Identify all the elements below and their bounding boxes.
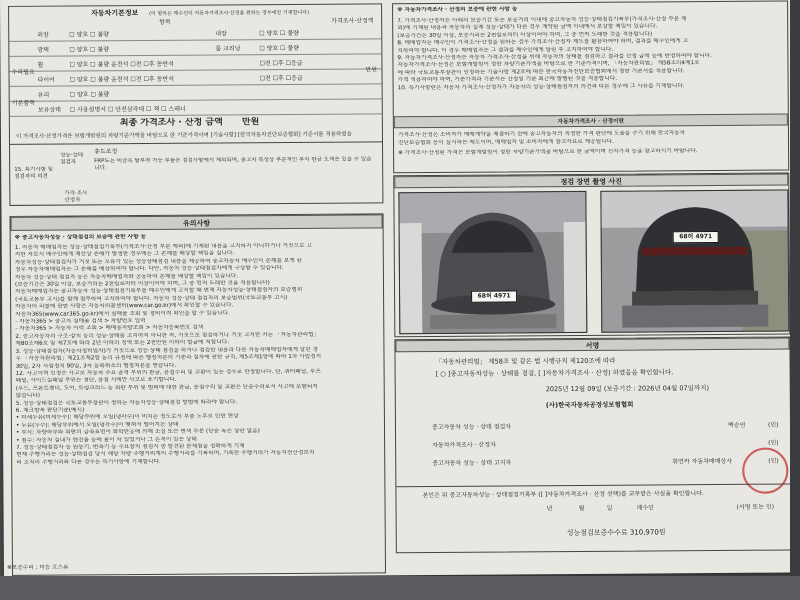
final-price-label: 최종 가격조사 · 산정 금액 — [119, 117, 223, 129]
notice-line: 자동차의 리콜에 관한 사항은 자동차리콜센터(www.car.go.kr)에서 확인할 수 있습니다. — [15, 302, 234, 311]
org-name: (사)한국자동차공정성보험협회 — [545, 400, 634, 410]
notice-header — [11, 214, 383, 231]
row3-name: 휘연카 자동차매매상사 — [672, 457, 733, 466]
row-label: 외장 — [37, 31, 49, 39]
condition-grid — [9, 24, 382, 117]
price-guarantee-lines — [397, 16, 786, 93]
row-label: 휠 — [37, 61, 44, 69]
notice-line: (보증기간은 30일 이상, 보증거리는 2천킬로미터 이상이어야 하며, 그 중 먼저 도래한 것을 적용합니다) — [14, 280, 270, 288]
year-label: 년 — [546, 505, 553, 513]
vehicle-info-box — [8, 3, 383, 206]
front-plate: 68허 4971 — [471, 290, 517, 302]
notice-line: 가격 적용하여야 하며, 기준가격과 기준서는 산정일 기준 최근에 발행된 것을 적용합니다. — [397, 75, 618, 84]
notice-footer: ※보증수리 : 미등 호스류 — [6, 564, 69, 571]
col-price: 가격조사·산정액 — [331, 17, 374, 25]
row3-label: 중고자동차 성능 · 상태 고지자 — [432, 459, 512, 467]
notice-line: 5. 성능·상태점검은 국토교통부장관이 정하는 자동차성능·상태점검 방법에 따라야 합니다. — [15, 398, 238, 407]
price-guarantee-box — [392, 0, 789, 173]
notice-line: 경우 자동차매매업자는 그 손해를 배상하여야 합니다. 다만, 자동차 성능·상태점검자에게 구상할 수 있습니다. — [14, 265, 284, 274]
rear-photo — [600, 190, 789, 333]
notice-line: • 침수: 자동차 실내가 엔진룸 등에 물이 차 있었거나 그 흔적이 있는 상태 — [16, 436, 197, 444]
row-options-right[interactable]: ☐전 ☐후 ☐응급 — [259, 59, 303, 68]
basic-items-label: 기본품목 — [11, 99, 35, 107]
notice-line: 에 따라 국토교통부장관이 인정하는 기술사항 제2호에 따른 한국자동차진단보증협회에서 정한 기준서를 적용합니다. — [397, 68, 685, 77]
row1-label: 중고자동차 성능 · 상태 점검자 — [431, 423, 512, 431]
row-options-right[interactable]: ☐ 양호 ☐ 불량 — [259, 44, 300, 53]
row-options[interactable]: ☐ 양호 ☐ 불량 운전석 ☐전 ☐후 동반석 — [69, 75, 175, 84]
month-label: 월 — [578, 504, 585, 512]
photo-box — [393, 172, 790, 337]
sub-header — [394, 114, 788, 129]
row-label: 타이어 — [37, 76, 55, 84]
notice-line: 지하여야 합니다. 이 경우 매매업자는 그 결과를 매수인에게 알린 후 고지하여야 합니다. — [397, 46, 614, 54]
notice-line: • 미세누유(미세누수): 해당부위에 오일(냉각수)이 비치는 정도로서 부품 노후로 인한 현상 — [15, 413, 239, 422]
notice-box — [6, 213, 387, 576]
vehicle-info-title: 자동차기본정보 — [91, 9, 139, 18]
front-photo — [398, 191, 587, 334]
receipt-divider — [396, 483, 790, 487]
special-notes-label: 15. 특기사항 및 점검자의 의견 — [14, 166, 54, 180]
perf-inspector-label: 성능·상태 점검자 — [60, 152, 84, 166]
row1-name: 백승연 — [727, 421, 746, 429]
receipt-text: 본인은 위 중고자동차성능 · 상태점검기록부 ([ ]자동차가격조사 · 산정 선택)를 교부받은 사실을 확인합니다. — [422, 490, 704, 500]
company-seal — [742, 448, 788, 494]
notice-line: (보증기간은 30일 이상, 보증거리는 2천킬로미터 이상이어야 하며, 그 중 먼저 도래한 것을 적용합니다) — [397, 31, 653, 40]
notice-heading: ※ 중고자동차성능 · 상태점검의 보증에 관한 사항 등 — [14, 233, 147, 241]
photo-title: 점검 장면 촬영 사진 — [560, 177, 623, 187]
row2-seal: (인) — [768, 439, 779, 447]
notice-line: 2. 중고자동차의 구조·장치 등의 성능·상태를 고지하지 아니한 자, 거짓으로 점검하거나 거짓 고지한 자는 「자동차관리법」 — [15, 331, 320, 340]
buyer-sign: (서명 또는 인) — [736, 503, 775, 511]
notice-line: 않습니다) — [15, 392, 40, 400]
notice-line: 7. 성능·상태점검자 등 원동기, 변속기 등 주요장치 점검시 중 발견된 문제점을 정확하게 기재 — [16, 443, 245, 451]
notice-line: 3. 성능·상태점검자(자동차정비업자)가 거짓으로 성능·상태 점검을 하거나 점검한 내용과 다른 자동차매매업자에게 알린 경 — [15, 346, 319, 355]
sub-title: 자동차가격조사 · 산정이란 — [557, 118, 625, 126]
signature-box — [394, 336, 791, 553]
condition-row — [10, 99, 382, 117]
unit-label: 만원 — [365, 66, 378, 74]
notice-lines — [15, 242, 383, 467]
confirm-text: [ ○ ]중고자동차성능 · 상태를 점검, [ ]자동차가격조사 · 산정) 하였음을 확인합니다. — [435, 368, 674, 378]
row-options[interactable]: ☐ 양호 ☐ 불량 — [69, 91, 110, 99]
notice-line: (국토교통부 고시)를 함께 첨부하여 고지하여야 합니다. 자동차 성능·상태 점검자의 보증범위(국토교통부 고시) — [15, 294, 288, 303]
row-options[interactable]: ☐ 양호 ☐ 불량 — [69, 46, 110, 54]
photo-header — [394, 174, 788, 189]
date-text: 2025년 12월 09일 (보증기간 : 2026년 04월 07일까지) — [545, 384, 710, 394]
signature-title: 서명 — [585, 341, 600, 350]
notice-line: 30일, 2차 사업정지 90일, 3차 등록취소의 행정처분을 받습니다. — [15, 362, 177, 370]
notice-line: 7. 가격조사·산정자는 아래의 보증기간 또는 보증거리 이내에 중고자동차 성능·상태점검기록부(가격조사·산정 부분 제 — [397, 16, 687, 25]
law-text: 「자동차관리법」 제58조 및 같은 법 시행규칙 제120조에 따라 — [435, 356, 616, 366]
vehicle-info-subtitle: (이 항목은 매수인이 자동차가격조사·산정을 원하는 경우에만 기재합니다) — [149, 9, 310, 17]
notice-title: 유의사항 — [183, 219, 211, 228]
price-assessor-label: 가격·조사 산정자 — [64, 190, 88, 204]
row-label: 유리 — [37, 91, 50, 99]
notice-line: 제80조제6호 및 제7호에 따라 2년 이하의 징역 또는 2천만원 이하의 벌금에 처합니다. — [15, 339, 230, 348]
notice-line: - 자동차365 > 중고차 실매물 검색 > 차량번호 입력 — [15, 318, 146, 325]
row-options[interactable]: ☐ 사용설명서 ☐ 안전삼각대 ☐ 잭 ☐ 스패너 — [69, 105, 186, 114]
notice-line: 10. 특기사항란은 자동차 가격조사·산정자가 자동차의 성능·상태점검자의 의견과 다른 경우에 그 사유를 기재합니다. — [397, 82, 685, 91]
notice-line: 6. 체크항목 판단기준(예시) — [15, 407, 85, 414]
left-column — [6, 0, 392, 571]
col-item: 항목 — [159, 18, 171, 26]
row-label-right: 룸 크리닝 — [215, 45, 241, 53]
notice-line: 우 「자동차관리법」제21조제2항 등의 규정에 따른 행정처분의 기준과 절차에 관한 규칙, 제5조제1항에 따라 1차 사업정지 — [15, 353, 322, 362]
row-label: 보유상태 — [37, 106, 61, 114]
notice-line: 9. 자동차가격조사·산정자는 자동차 가격조사·산정을 위해 자동차의 상태를 점검하고 결과를 산정 금액 등에 반영하여야 합니다. — [397, 53, 712, 62]
notice-line: 자동차성능·상태점검자가 거짓 또는 오류가 있는 성능상태점검 내용을 제공하여 중고자동차 매수인이 손해를 보게 된 — [14, 257, 303, 266]
repair-needed-label: 수리필요 — [11, 68, 35, 76]
row3-seal: (인) — [768, 457, 779, 465]
rear-plate: 68허 4971 — [673, 231, 719, 243]
notice-line: • 누유(누수): 해당부위에서 오일(냉각수)이 맺혀서 떨어지는 상태 — [15, 421, 179, 429]
notice-line: 1. 자동차 매매업자는 성능·상태점검기록부(가격조사·산정 부분 제외)에 기재된 내용을 고지하지 아니하거나 거짓으로 고 — [14, 242, 312, 251]
perf-text: FRP도는 비금속 탈부착 가능 부품은 점검사항에서 제외되며, 중고차 특성상 부분적인 부식 판금 도색은 있을 수 있습니다. — [94, 156, 372, 172]
perf-note: 휴드조정 — [94, 148, 118, 156]
notice-line: 지한 자로서 매수인에게 재산상 손해가 발생한 경우에는 그 손해를 배상할 책임을 집니다. — [14, 250, 235, 259]
notice-line: 12. 사고이력 인정은 사고로 자동차 주요 골격 부위의 판금, 용접수리 및 교환이 있는 경우로 한정합니다. 단, 쿼터패널, 루프 — [15, 368, 321, 377]
row-options-right[interactable]: ☐전 ☐후 ☐응급 — [259, 74, 303, 83]
notice-line: 8. 매매업자는 매수인이 가격조사·산정을 원하는 경우 가격조사·산정자 제도를 활용하여야 하며, 결과를 매수인에게 고 — [397, 38, 689, 47]
notice-line: 자동차365(www.car365.go.kr)에서 실매물 조회 및 정비이력 확인을 할 수 있습니다. — [15, 310, 230, 318]
row-label-right: 내장 — [215, 30, 227, 38]
row-options[interactable]: ☐ 양호 ☐ 불량 운전석 ☐전 ☐후 동반석 — [69, 60, 174, 69]
final-price-unit: 만원 — [241, 117, 260, 128]
row-label: 광택 — [37, 46, 49, 54]
row-options[interactable]: ☐ 양호 ☐ 불량 — [69, 31, 109, 39]
row1-seal: (인) — [767, 421, 779, 429]
notice-line: 현재 주행거리는 성능·상태점검 당시 해당 차량 주행거리계의 주행거리를 기록하며, 기록한 주행거리가 자동차전산정보처 — [16, 450, 315, 459]
day-label: 일 — [606, 504, 613, 512]
final-price-note: 이 가격조사·산정가격은 보험개발원의 차량기준가액을 바탕으로 한 기준가격이며 [기술사항] [한국자동차진단보증협회] 기준서를 적용하였음 — [15, 131, 352, 140]
price-guarantee-title: ※ 자동차가격조사 · 산정의 보증에 관한 사항 등 — [397, 6, 518, 14]
notice-line: 자동차매매업자는 중고자동차 성능·상태점검기록부를 매수인에게 고지할 때 현재 자동차성능·상태점검자의 보증범위 — [15, 287, 303, 296]
background-edge — [790, 0, 800, 600]
car-front-image — [399, 192, 586, 333]
sub-text-3: ※ 가격조사·산정된 가격은 보험개발원이 정한 차량기준가액을 바탕으로 한 금액이며 신차가격 등을 참고하시기 바랍니다. — [398, 148, 698, 157]
notice-line: 패널, 사이드실패널 부위는 절단, 용접 시에만 사고로 표기합니다. — [15, 377, 177, 385]
row-options-right[interactable] — [260, 87, 382, 88]
notice-line: 자동차가격조사·산정은 보험개발원이 정한 차량기준가액을 바탕으로 한 기준가격이며, 「자동차관리법」 제58조의4제1호 — [397, 60, 700, 69]
right-column — [392, 0, 794, 555]
row2-label: 자동차가격조사 · 산정자 — [432, 441, 496, 449]
sub-text-1: 가격조사·산정은 소비자가 매매계약을 체결하기 전에 중고자동차의 적정한 가격 판단에 도움을 주기 위해 한국자동차 — [397, 130, 686, 139]
notice-line: • 부식: 차량하부와 외판의 금속표면이 화학반응에 의해 소실 또는 변색 부분 (단순 녹은 상관 없음) — [16, 428, 260, 437]
notice-line: 외)에 기재된 내용과 자동차의 실제 성능·상태가 다른 경우 계약된 금액 이내에서 보상할 책임이 있습니다. — [397, 23, 658, 32]
background-bottom — [0, 576, 800, 600]
notice-line: - 자동차365 > 자동차 이력 조회 > 매매용자량조회 > 자동차등록번호 검색 — [15, 325, 204, 333]
car-rear-image — [601, 191, 788, 332]
buyer-label: 매수인 — [636, 504, 654, 512]
notice-line: 리 조직의 주행거리와 다른 경우는 특기사항에 기재합니다. — [16, 458, 161, 466]
signature-header — [395, 337, 789, 352]
notice-line: 자동차 성능·상태 점검자 등은 자동차매매업자와 공동하여 손해를 배상할 책임이 있습니다. — [14, 272, 239, 281]
fee-text: 성능점검보증수수료 310,970원 — [566, 528, 666, 538]
special-notes-section — [10, 141, 382, 207]
notice-line: (후드, 프론트펜더, 도어, 트렁크리드 등 외판 부위 및 범퍼에 대한 판금, 용접수리 및 교환은 단순수리로서 사고에 포함되지 — [15, 383, 318, 392]
row-options-right[interactable]: ☐ 양호 ☐ 불량 — [259, 29, 299, 38]
sub-text-2: 진단보증협회 등이 실시하는 제도이며, 매매업자 및 소비자에게 참고자료로 제공됩니다. — [397, 138, 614, 147]
